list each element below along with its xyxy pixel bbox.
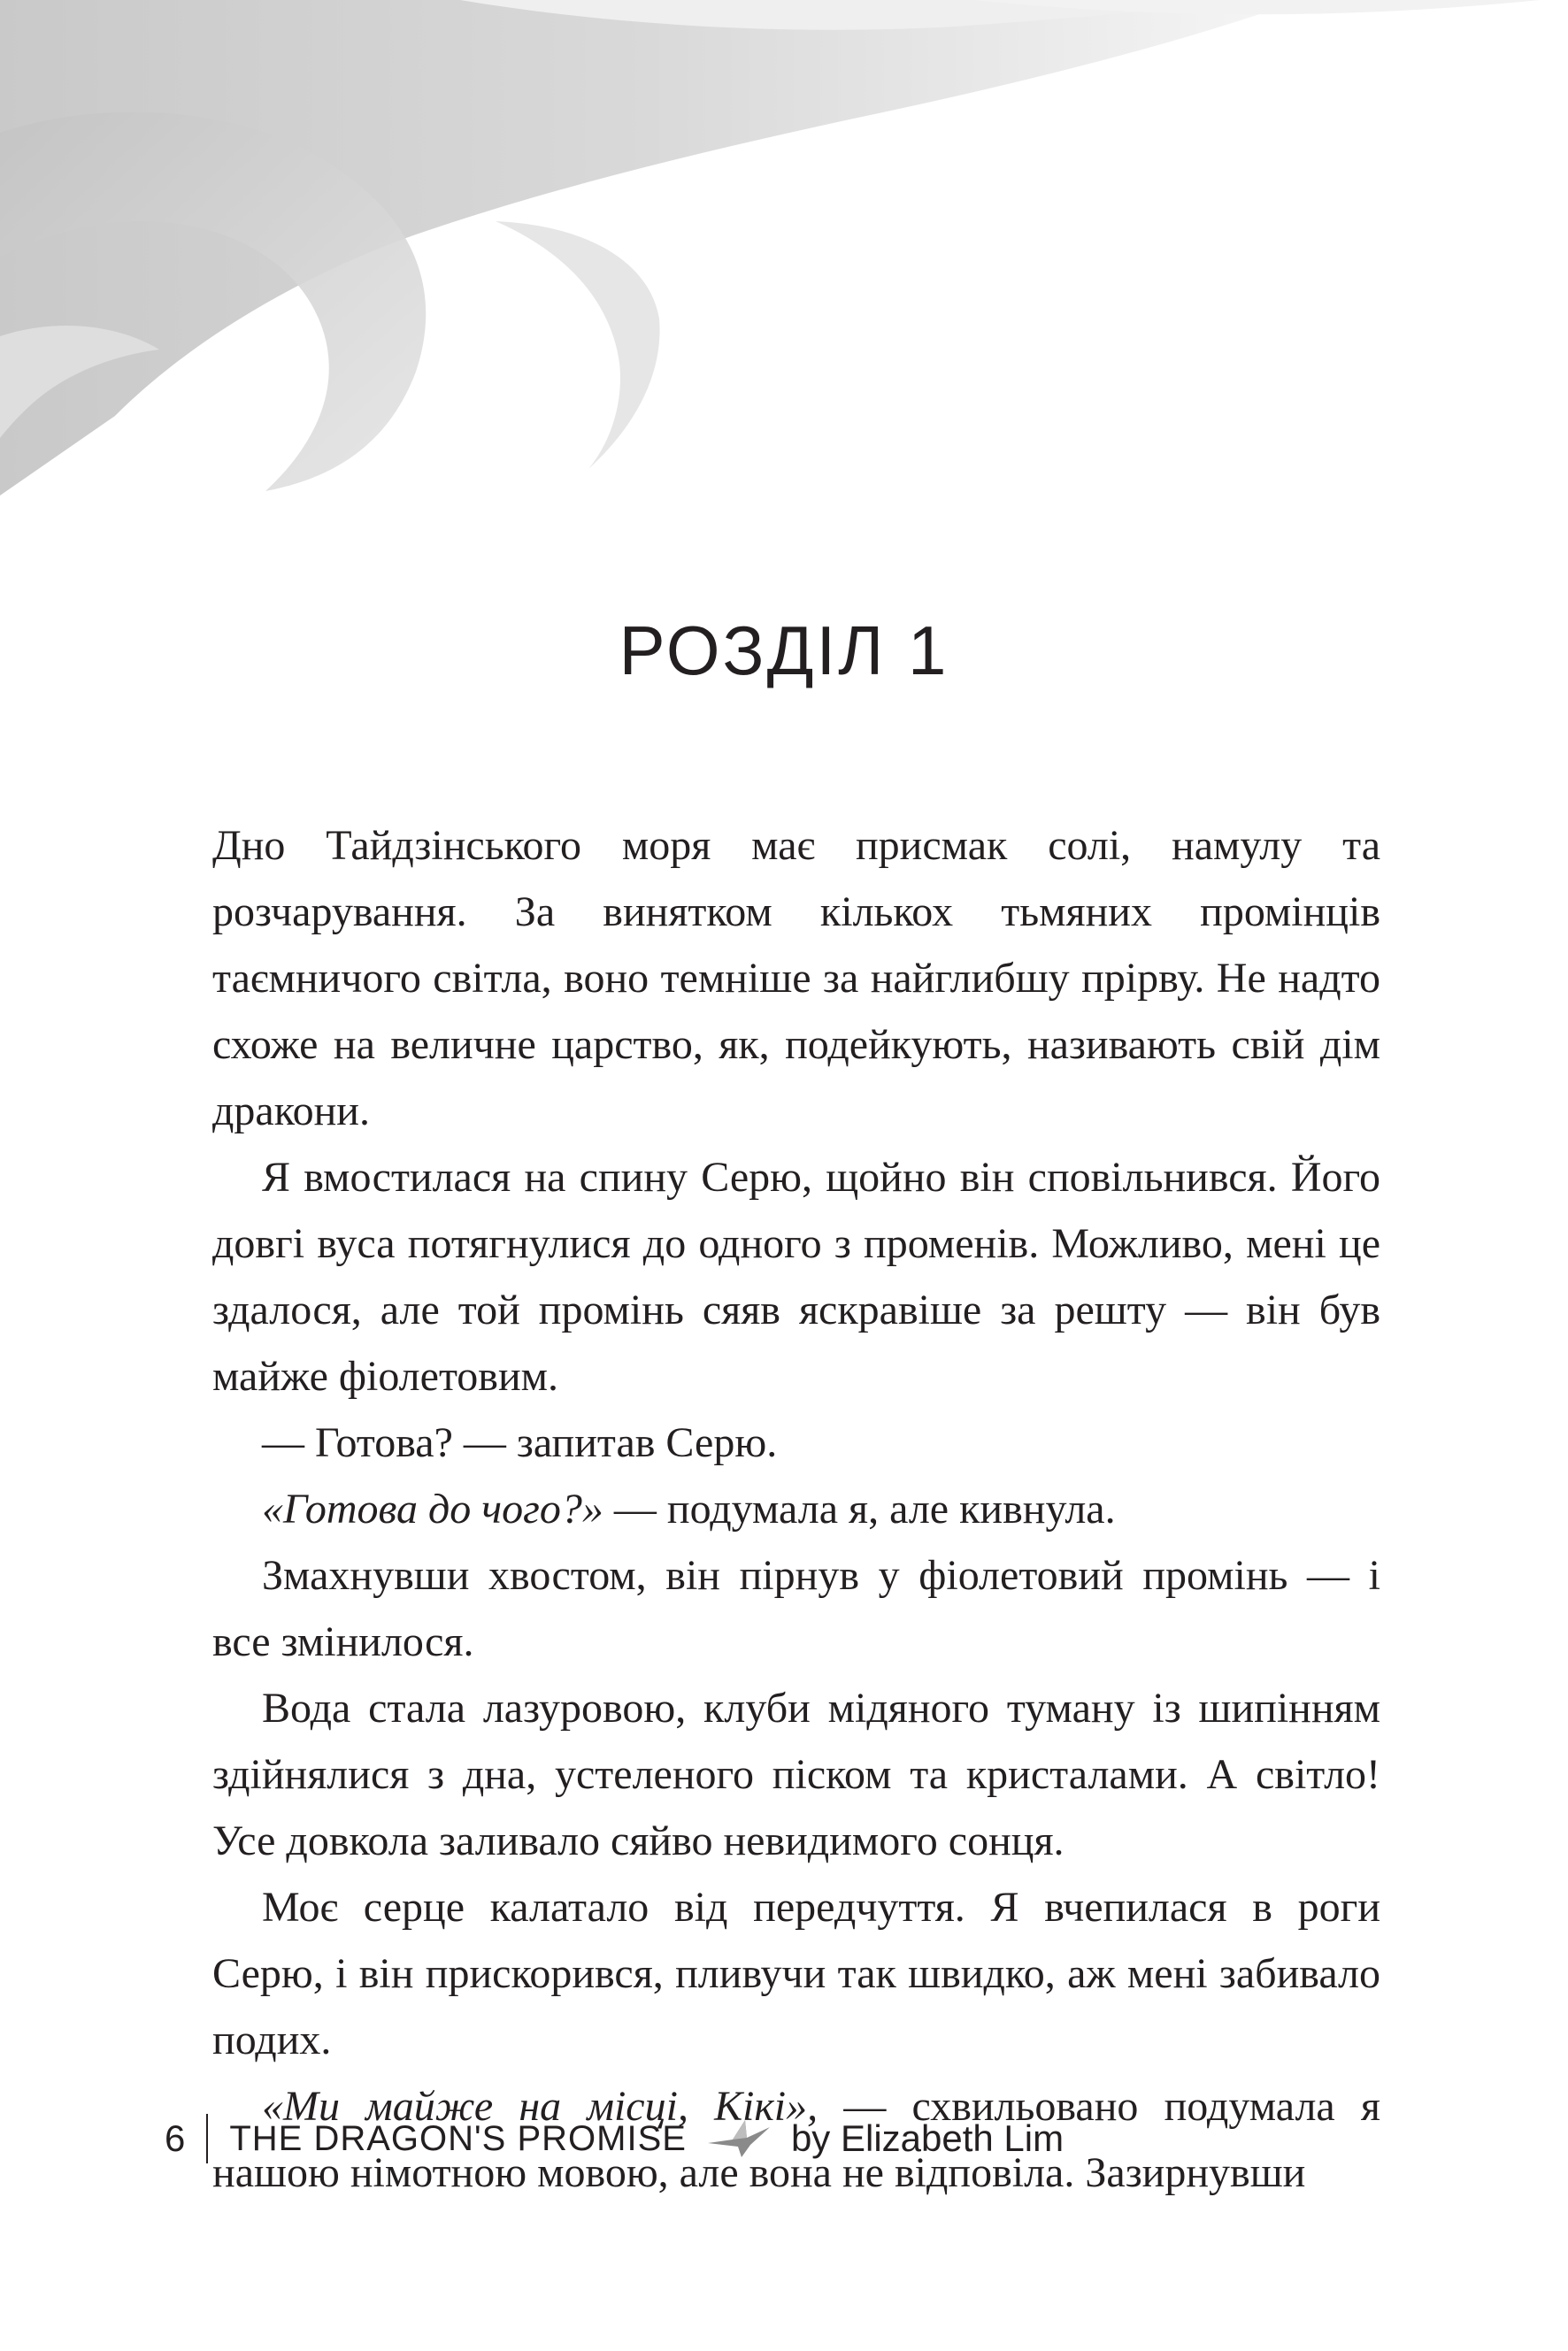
chapter-title: РОЗДІЛ 1 [619, 611, 949, 689]
body-text [212, 812, 1380, 2206]
footer-divider [206, 2114, 208, 2163]
page-footer [165, 2106, 1064, 2171]
page-number: 6 [165, 2117, 186, 2159]
paragraph: Змахнувши хвостом, він пірнув у фіолетовий промінь — і все змінилося. [212, 1552, 1380, 1665]
paragraph-text: — подумала я, але кивнула. [603, 1486, 1116, 1533]
paragraph: — Готова? — запитав Серю. [262, 1419, 778, 1466]
author-name: by Elizabeth Lim [790, 2117, 1065, 2159]
book-title: THE DRAGON'S PROMISE [229, 2118, 687, 2158]
paragraph: Вода стала лазуровою, клуби мідяного туману із шипінням здійнялися з дна, устеленого піском та кристалами. А світло! Усе довкола заливало сяйво невидимого сонця. [212, 1685, 1380, 1864]
paper-crane-icon [706, 2117, 772, 2161]
paragraph: Я вмостилася на спину Серю, щойно він сповільнився. Його довгі вуса потягнулися до одного з променів. Можливо, мені це здалося, але той промінь сяяв яскравіше за решту — він був майже фіолетовим. [212, 1154, 1380, 1400]
decorative-swirl-header [0, 0, 1568, 496]
paragraph-text: — схвильовано подумала я нашою німотною мовою, але вона не відповіла. Зазирнувши [212, 2083, 1381, 2196]
italic-thought: «Ми майже на місці, Кікі», [262, 2083, 819, 2130]
paragraph: Дно Тайдзінського моря має присмак солі, намулу та розчарування. За винятком кількох тьмяних промінців таємничого світла, воно темніше за найглибшу прірву. Не надто схоже на величне царство, як, подейкують, називають свій дім дракони. [212, 822, 1380, 1134]
paragraph [212, 1476, 1380, 1542]
italic-thought: «Готова до чого?» [262, 1486, 603, 1533]
paragraph: Моє серце калатало від передчуття. Я вчепилася в роги Серю, і він прискорився, пливучи так швидко, аж мені забивало подих. [212, 1884, 1380, 2063]
